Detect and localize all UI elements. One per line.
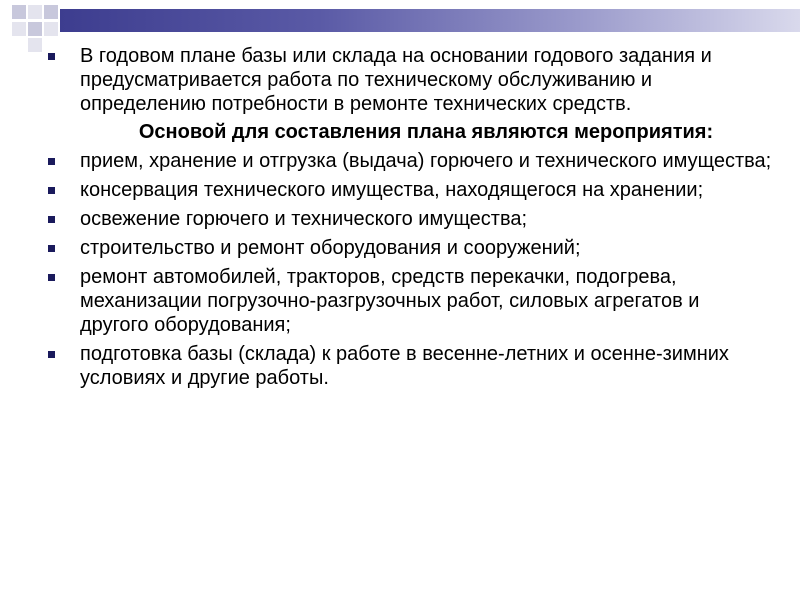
intro-text: В годовом плане базы или склада на основании годового задания и предусматривается работа по техническому обслуживанию и определению потребности в ремонте технических средств. xyxy=(80,45,712,115)
decor-square xyxy=(28,5,42,19)
bullet-square-icon xyxy=(48,187,55,194)
decor-square xyxy=(28,22,42,36)
list-item-text: ремонт автомобилей, тракторов, средств перекачки, подогрева, механизации погрузочно-разгрузочных работ, силовых агрегатов и другого оборудования; xyxy=(80,266,700,336)
list-item xyxy=(44,342,772,390)
list-item-text: строительство и ремонт оборудования и сооружений; xyxy=(80,237,581,259)
section-heading: Основой для составления плана являются мероприятия: xyxy=(138,121,714,143)
list-item-text: подготовка базы (склада) к работе в весенне-летних и осенне-зимних условиях и другие работы. xyxy=(80,343,729,389)
decor-square xyxy=(28,38,42,52)
slide-content xyxy=(44,44,772,395)
decor-square xyxy=(44,5,58,19)
decor-square xyxy=(12,22,26,36)
bullet-square-icon xyxy=(48,158,55,165)
list-item xyxy=(44,265,772,337)
list-item xyxy=(44,178,772,202)
decor-square xyxy=(44,22,58,36)
list-item-text: освежение горючего и технического имущества; xyxy=(80,208,528,230)
bullet-square-icon xyxy=(48,274,55,281)
list-item-text: консервация технического имущества, находящегося на хранении; xyxy=(80,179,704,201)
title-bar-decoration xyxy=(60,9,800,32)
list-item xyxy=(44,207,772,231)
bullet-square-icon xyxy=(48,216,55,223)
list-item xyxy=(44,236,772,260)
list-item-intro xyxy=(44,44,772,116)
list-item-text: прием, хранение и отгрузка (выдача) горючего и технического имущества; xyxy=(80,150,772,172)
bullet-square-icon xyxy=(48,53,55,60)
decor-square xyxy=(12,5,26,19)
list-item xyxy=(44,149,772,173)
bullet-square-icon xyxy=(48,245,55,252)
bullet-square-icon xyxy=(48,351,55,358)
